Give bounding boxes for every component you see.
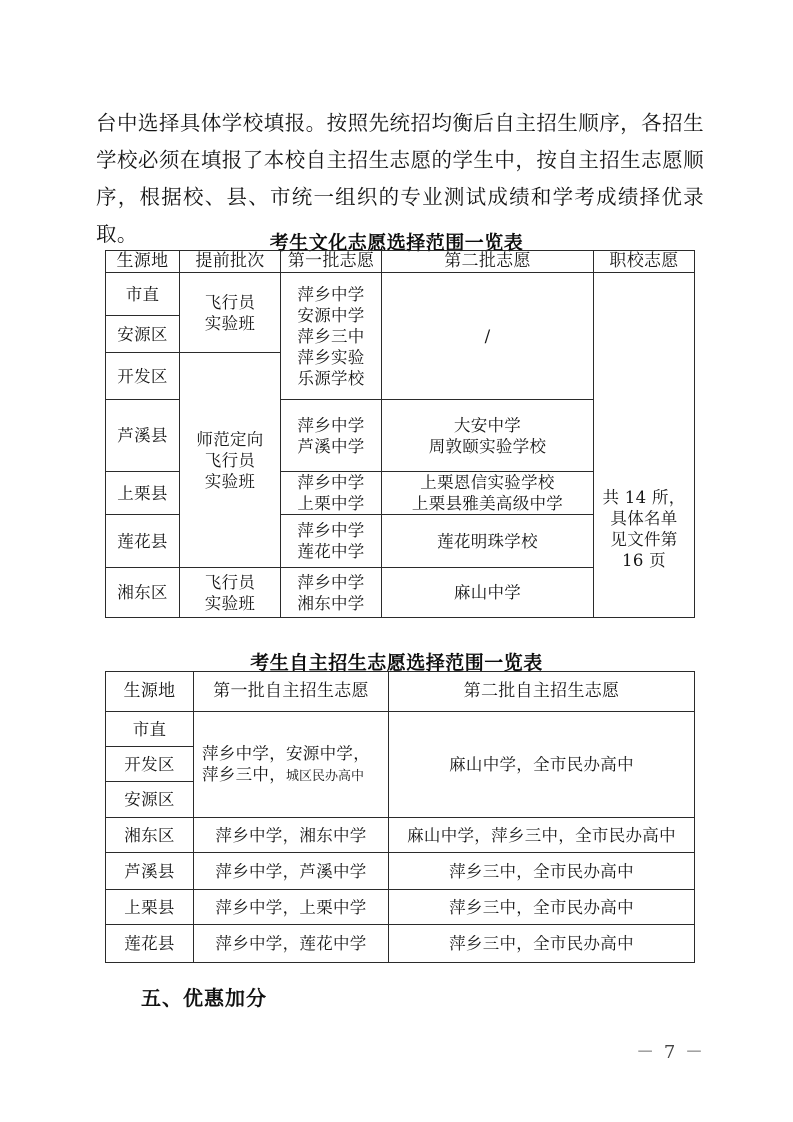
- cell-origin-lianhua: 莲花县: [106, 925, 194, 963]
- cell-origin-shangli: 上栗县: [106, 472, 180, 515]
- cell-batch2-lianhua: 莲花明珠学校: [382, 515, 594, 568]
- cell-origin-shizhi: 市直: [106, 712, 194, 747]
- cell-advance-batch-group1: [180, 273, 281, 353]
- batch1-lianhua-line1: 萍乡中学: [297, 521, 365, 540]
- page-number: － 7 －: [636, 1042, 705, 1063]
- table-header-row: [106, 251, 695, 273]
- batch1-city-line4: 萍乡实验: [297, 347, 365, 367]
- table2-title: 考生自主招生志愿选择范围一览表: [250, 652, 543, 674]
- batch1-luxi-line1: 萍乡中学: [297, 415, 365, 435]
- header-batch2-independent: 第二批自主招生志愿: [389, 672, 695, 712]
- header-origin: 生源地: [106, 672, 194, 712]
- body-paragraph: 台中选择具体学校填报。按照先统招均衡后自主招生顺序，各招生学校必须在填报了本校自主招生志愿的学生中，按自主招生志愿顺序，根据校、县、市统一组织的专业测试成绩和学考成绩择优录取。: [96, 110, 704, 246]
- cell-origin-kaifa: 开发区: [106, 353, 180, 400]
- batch1-xiangdong-line2: 湘东中学: [297, 593, 365, 613]
- section-heading: 五、优惠加分: [141, 986, 267, 1010]
- cell-batch2-city: /: [382, 273, 594, 400]
- batch1-shangli-line1: 萍乡中学: [297, 473, 365, 492]
- cell-batch1-xiangdong: 萍乡中学，湘东中学: [194, 818, 389, 853]
- cell-origin-lianhua: 莲花县: [106, 515, 180, 568]
- advance-batch3-line2: 实验班: [204, 593, 256, 613]
- advance-batch2-line1: 师范定向: [196, 429, 264, 449]
- batch1-urban-line2-main: 萍乡三中，: [202, 764, 286, 784]
- header-batch1: 第一批志愿: [281, 251, 382, 273]
- batch2-luxi-line1: 大安中学: [453, 415, 522, 435]
- header-vocational: 职校志愿: [594, 251, 695, 273]
- table1-title: 考生文化志愿选择范围一览表: [269, 232, 524, 254]
- cell-origin-xiangdong: 湘东区: [106, 818, 194, 853]
- vocational-line1: 共 14 所，: [602, 488, 686, 507]
- table-row: [106, 712, 695, 747]
- batch1-city-line2: 安源中学: [297, 305, 365, 325]
- cell-vocational-aspiration: [594, 273, 695, 618]
- batch1-city-line1: 萍乡中学: [297, 284, 365, 304]
- cell-batch1-shangli: 萍乡中学，上栗中学: [194, 890, 389, 925]
- cell-batch1-lianhua: 萍乡中学，莲花中学: [194, 925, 389, 963]
- header-batch1-independent: 第一批自主招生志愿: [194, 672, 389, 712]
- batch1-city-line5: 乐源学校: [297, 368, 365, 388]
- batch1-luxi-line2: 芦溪中学: [297, 436, 365, 456]
- cell-batch1-urban: [194, 712, 389, 818]
- advance-batch2-line2: 飞行员: [204, 450, 256, 470]
- cell-batch1-shangli: [281, 472, 382, 515]
- cell-batch2-shangli: 萍乡三中，全市民办高中: [389, 890, 695, 925]
- advance-batch-line1: 飞行员: [204, 292, 256, 312]
- batch2-shangli-line2: 上栗县雅美高级中学: [411, 494, 564, 513]
- batch1-urban-line1: 萍乡中学，安源中学，: [202, 743, 370, 763]
- cell-origin-kaifa: 开发区: [106, 747, 194, 782]
- batch1-xiangdong-line1: 萍乡中学: [297, 572, 365, 592]
- vocational-line4: 16 页: [622, 551, 666, 570]
- cell-batch2-shangli: [382, 472, 594, 515]
- cell-advance-batch-group3: [180, 568, 281, 618]
- cell-origin-luxi: 芦溪县: [106, 853, 194, 890]
- cell-origin-shizhi: 市直: [106, 273, 180, 316]
- cell-batch2-xiangdong: 麻山中学，萍乡三中，全市民办高中: [389, 818, 695, 853]
- advance-batch3-line1: 飞行员: [204, 572, 256, 592]
- advance-batch-line2: 实验班: [204, 313, 256, 333]
- vocational-line3: 见文件第: [610, 530, 678, 549]
- cell-batch1-luxi: [281, 400, 382, 472]
- batch2-luxi-line2: 周敦颐实验学校: [428, 436, 547, 456]
- vocational-line2: 具体名单: [610, 509, 678, 528]
- cell-origin-anyuan: 安源区: [106, 782, 194, 818]
- batch1-shangli-line2: 上栗中学: [297, 494, 365, 513]
- cell-batch2-luxi: 萍乡三中，全市民办高中: [389, 853, 695, 890]
- cell-origin-anyuan: 安源区: [106, 316, 180, 353]
- batch2-shangli-line1: 上栗恩信实验学校: [420, 473, 555, 492]
- cultural-aspiration-table: [105, 250, 695, 618]
- table-row: [106, 890, 695, 925]
- table-header-row: [106, 672, 695, 712]
- cell-batch2-xiangdong: 麻山中学: [382, 568, 594, 618]
- table-row: [106, 273, 695, 316]
- cell-batch1-city: [281, 273, 382, 400]
- batch1-lianhua-line2: 莲花中学: [297, 542, 365, 561]
- cell-batch2-urban: 麻山中学，全市民办高中: [389, 712, 695, 818]
- header-batch2: 第二批志愿: [382, 251, 594, 273]
- cell-origin-shangli: 上栗县: [106, 890, 194, 925]
- independent-admission-table: [105, 671, 695, 963]
- cell-advance-batch-group2: [180, 353, 281, 568]
- header-origin: 生源地: [106, 251, 180, 273]
- cell-batch2-luxi: [382, 400, 594, 472]
- batch1-city-line3: 萍乡三中: [297, 326, 365, 346]
- batch1-urban-line2: [202, 764, 386, 787]
- table-row: [106, 853, 695, 890]
- cell-origin-luxi: 芦溪县: [106, 400, 180, 472]
- header-advance-batch: 提前批次: [180, 251, 281, 273]
- advance-batch2-line3: 实验班: [204, 471, 256, 491]
- cell-batch1-lianhua: [281, 515, 382, 568]
- batch1-urban-line2-small: 城区民办高中: [286, 768, 365, 784]
- cell-batch2-lianhua: 萍乡三中，全市民办高中: [389, 925, 695, 963]
- table-row: [106, 925, 695, 963]
- cell-batch1-luxi: 萍乡中学，芦溪中学: [194, 853, 389, 890]
- cell-batch1-xiangdong: [281, 568, 382, 618]
- cell-origin-xiangdong: 湘东区: [106, 568, 180, 618]
- table-row: [106, 818, 695, 853]
